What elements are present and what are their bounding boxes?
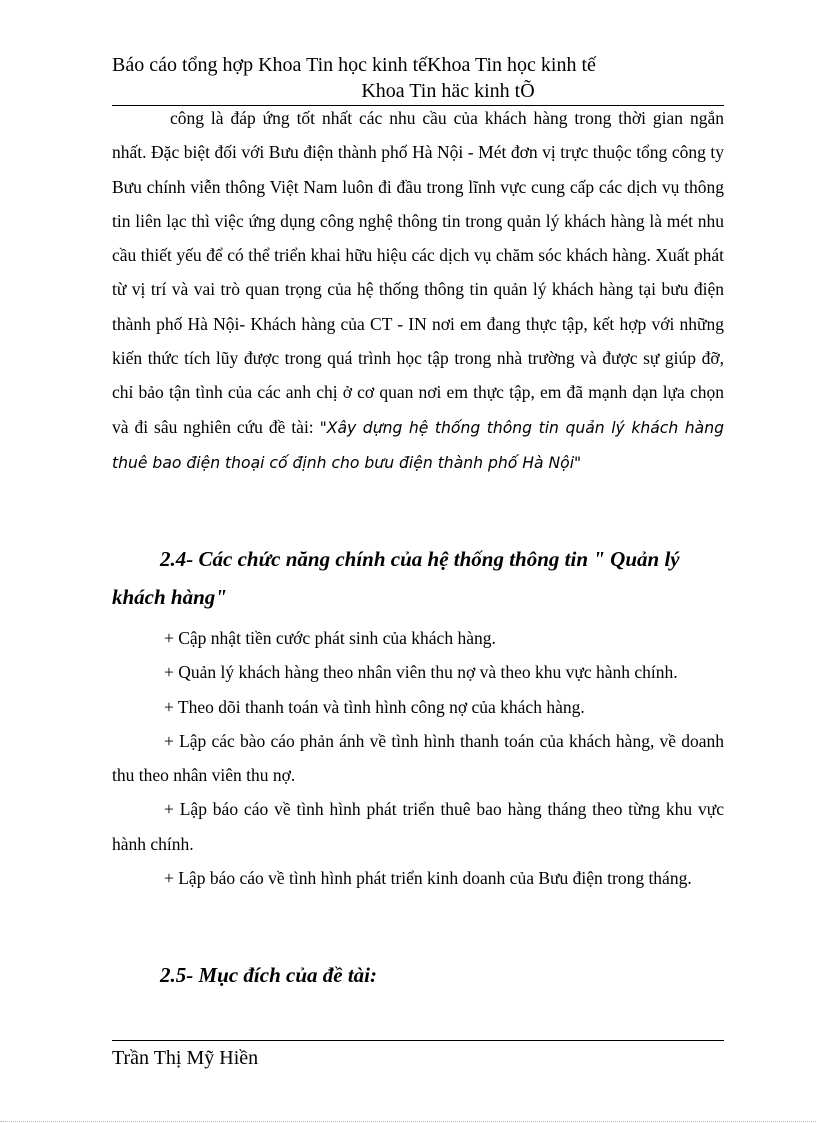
page-edge-divider (0, 1121, 816, 1122)
header-subtitle: Khoa Tin häc kinh tÕ (361, 80, 535, 102)
list-item: + Quản lý khách hàng theo nhân viên thu nợ và theo khu vực hành chính. (164, 662, 678, 683)
list-item: + Lập báo cáo về tình hình phát triển kinh doanh của Bưu điện trong tháng. (164, 868, 692, 889)
page-header (112, 52, 724, 104)
body-paragraph (112, 101, 724, 480)
paragraph-text: công là đáp ứng tốt nhất các nhu cầu của khách hàng trong thời gian ngắn nhất. Đặc biệt đối với Bưu điện thành phố Hà Nội - Mét đơn vị trực thuộc tổng công ty Bưu chính viễn thông Việt Nam luôn đi đầu trong lĩnh vực cung cấp các dịch vụ thông tin liên lạc thì việc ứng dụng công nghệ thông tin trong quản lý khách hàng là mét nhu cầu thiết yếu để có thể triển khai hữu hiệu các dịch vụ chăm sóc khách hàng. Xuất phát từ vị trí và vai trò quan trọng của hệ thống thông tin quản lý khách hàng tại bưu điện thành phố Hà Nội- Khách hàng của CT - IN nơi em đang thực tập, kết hợp với những kiến thức tích lũy được trong quá trình học tập trong nhà trường và được sự giúp đỡ, chỉ bảo tận tình của các anh chị ở cơ quan nơi em thực tập, em đã mạnh dạn lựa chọn và đi sâu nghiên cứu đề tài: (112, 108, 724, 437)
section-heading-2-4 (112, 540, 724, 616)
function-list (112, 621, 724, 895)
section-heading-2-5: 2.5- Mục đích của đề tài: (160, 963, 377, 987)
list-item: + Cập nhật tiền cước phát sinh của khách hàng. (164, 628, 496, 648)
footer-author: Trần Thị Mỹ Hiền (112, 1047, 259, 1069)
list-item: + Lập các bào cáo phản ánh về tình hình thanh toán của khách hàng, về doanh thu theo nhân viên thu nợ. (112, 730, 724, 786)
list-item: + Lập báo cáo về tình hình phát triển thuê bao hàng tháng theo từng khu vực hành chính. (112, 799, 724, 854)
footer-rule (112, 1040, 724, 1041)
header-title: Báo cáo tổng hợp Khoa Tin học kinh tếKhoa Tin học kinh tế (112, 54, 596, 76)
thesis-title-italic: "Xây dựng hệ thống thông tin quản lý khách hàng thuê bao điện thoại cố định cho bưu điện thành phố Hà Nội" (112, 418, 724, 472)
section-heading-line1: 2.4- Các chức năng chính của hệ thống thông tin " Quản lý (160, 547, 680, 571)
section-heading-line2: khách hàng" (112, 585, 227, 609)
list-item: + Theo dõi thanh toán và tình hình công nợ của khách hàng. (164, 696, 585, 717)
